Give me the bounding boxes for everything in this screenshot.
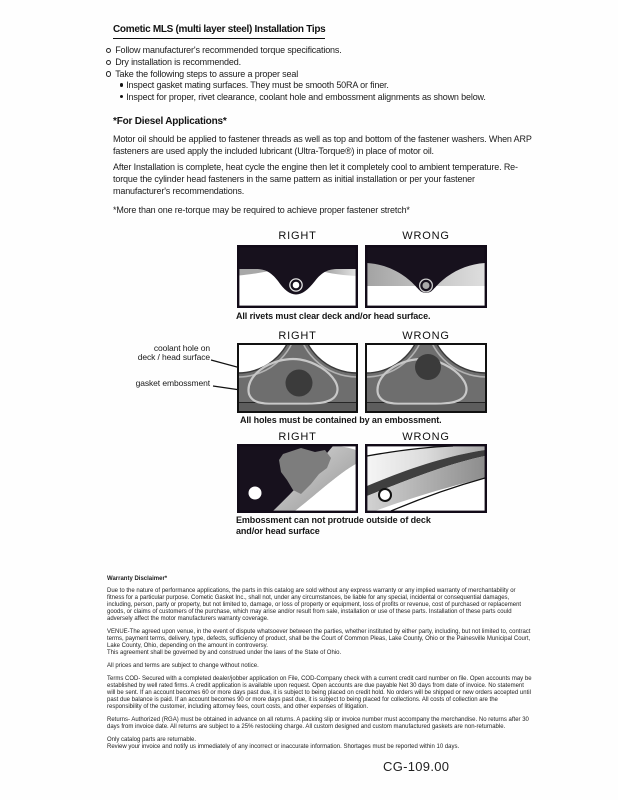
annotation-line: deck / head surface — [137, 352, 210, 363]
fig2-caption: All holes must be contained by an embossment. — [240, 415, 442, 425]
list-item-text: Dry installation is recommended. — [115, 56, 241, 67]
disclaimer-only-catalog-line: Only catalog parts are returnable. — [107, 737, 197, 743]
list-item-text: Inspect for proper, rivet clearance, coolant hole and embossment alignments as shown below. — [126, 92, 486, 103]
disclaimer-prices-line: All prices and terms are subject to change without notice. — [107, 663, 259, 669]
fig2-right-diagram — [237, 343, 358, 413]
gasket-embossment-annotation: gasket embossment — [135, 378, 210, 388]
list-item — [120, 92, 486, 104]
installation-tips-list — [106, 45, 486, 104]
fig3-right-diagram — [237, 444, 358, 513]
fig1-wrong-label: WRONG — [402, 230, 450, 242]
fig1-wrong-diagram — [365, 245, 487, 308]
fig3-caption — [236, 515, 466, 537]
list-item-text: Inspect gasket mating surfaces. They must be smooth 50RA or finer. — [126, 80, 389, 91]
fig1-caption: All rivets must clear deck and/or head surface. — [236, 311, 431, 321]
retorque-note: *More than one re-torque may be required to achieve proper fastener stretch* — [113, 205, 410, 215]
page-title: Cometic MLS (multi layer steel) Installation Tips — [113, 24, 325, 39]
list-item — [120, 80, 486, 92]
diesel-paragraph-1: Motor oil should be applied to fastener threads as well as top and bottom of the fastener washers. When ARP fasteners are used apply the included lubricant (Ultra-Torque®) in place of motor oil. — [113, 134, 532, 156]
fig2-wrong-label: WRONG — [402, 330, 450, 342]
dot-bullet-icon — [120, 83, 123, 86]
list-item-text: Take the following steps to assure a proper seal — [115, 68, 299, 79]
disclaimer-venue-line2: This agreement shall be governed by and construed under the laws of the State of Ohio. — [107, 650, 342, 656]
fig1-right-diagram — [237, 245, 358, 308]
disclaimer-venue-paragraph: VENUE-The agreed upon venue, in the event of dispute whatsoever between the parties, whether instituted by either party, including, but not limited to, contract terms, payment terms, delivery, type, defects, sufficiency of product, shall be the Court of Common Pleas, Lake County, Ohio or the Painesville Municipal Court, Lake County, Ohio, depending on the amount in controversy. — [107, 629, 531, 649]
fig3-caption-line2: and/or head surface — [236, 526, 320, 536]
circle-bullet-icon — [106, 48, 111, 53]
fig3-right-label: RIGHT — [278, 431, 317, 443]
fig2-right-label: RIGHT — [278, 330, 317, 342]
disclaimer-review-line: Review your invoice and notify us immediately of any incorrect or inaccurate information. Shortages must be reported within 10 days. — [107, 744, 460, 750]
circle-bullet-icon — [106, 60, 111, 65]
coolant-hole-annotation — [113, 344, 210, 363]
list-item-text: Follow manufacturer's recommended torque specifications. — [115, 45, 342, 55]
fig1-right-label: RIGHT — [278, 230, 317, 242]
fig3-caption-line1: Embossment can not protrude outside of deck — [236, 515, 431, 525]
warranty-disclaimer — [107, 576, 533, 751]
circle-bullet-icon — [106, 71, 111, 76]
disclaimer-warranty-paragraph: Due to the nature of performance applications, the parts in this catalog are sold without any express warranty or any implied warranty of merchantability or fitness for a particular purpose. Cometic Gasket Inc., shall not, under any circumstances, be liable for any special, incidental or consequential damages, including, person, party or property, but not limited to, damage, or loss of property or equipment, loss of profits or revenue, cost of purchased or replacement goods, or claims of customers of the purchase, which may arise and/or result from sale, installation or use of these parts. Installation of these parts could adversely affect the motor manufacturers warranty coverage. — [107, 588, 522, 622]
list-item — [106, 57, 486, 69]
fig3-wrong-diagram — [365, 444, 487, 513]
list-item — [106, 45, 486, 57]
page-code: CG-109.00 — [383, 759, 450, 774]
diesel-heading: *For Diesel Applications* — [113, 116, 227, 127]
annotation-line: coolant hole on — [153, 343, 210, 353]
fig2-wrong-diagram — [365, 343, 487, 413]
disclaimer-terms-paragraph: Terms COD- Secured with a completed dealer/jobber application on File, COD-Company check with a current credit card number on file. Open accounts may be established by well rated firms. A credit application is available upon request. Open accounts are due payable Net 30 days from date of invoice. No statement will be sent. If an account becomes 60 or more days past due, it is subject to being placed on credit hold. No orders will be shipped or new orders accepted until past due balance is paid. If an account becomes 90 or more days past due, it is subject to being placed for collections. All costs of collection are the responsibility of the customer, including attorney fees, court costs, and other expenses of litigation. — [107, 676, 532, 710]
disclaimer-returns-paragraph: Returns- Authorized (RGA) must be obtained in advance on all returns. A packing slip or invoice number must accompany the merchandise. No returns after 30 days from invoice date. All returns are subject to a 25% restocking charge. All custom designed and custom manufactured gaskets are non-returnable. — [107, 717, 529, 730]
disclaimer-heading: Warranty Disclaimer* — [107, 576, 168, 582]
list-item — [106, 69, 486, 81]
diesel-paragraph-2: After Installation is complete, heat cycle the engine then let it completely cool to ambient temperature. Re-torque the cylinder head fasteners in the same pattern as initial installation or per your fastener manufacturer's recommendations. — [113, 162, 518, 196]
dot-bullet-icon — [120, 95, 123, 98]
fig3-wrong-label: WRONG — [402, 431, 450, 443]
